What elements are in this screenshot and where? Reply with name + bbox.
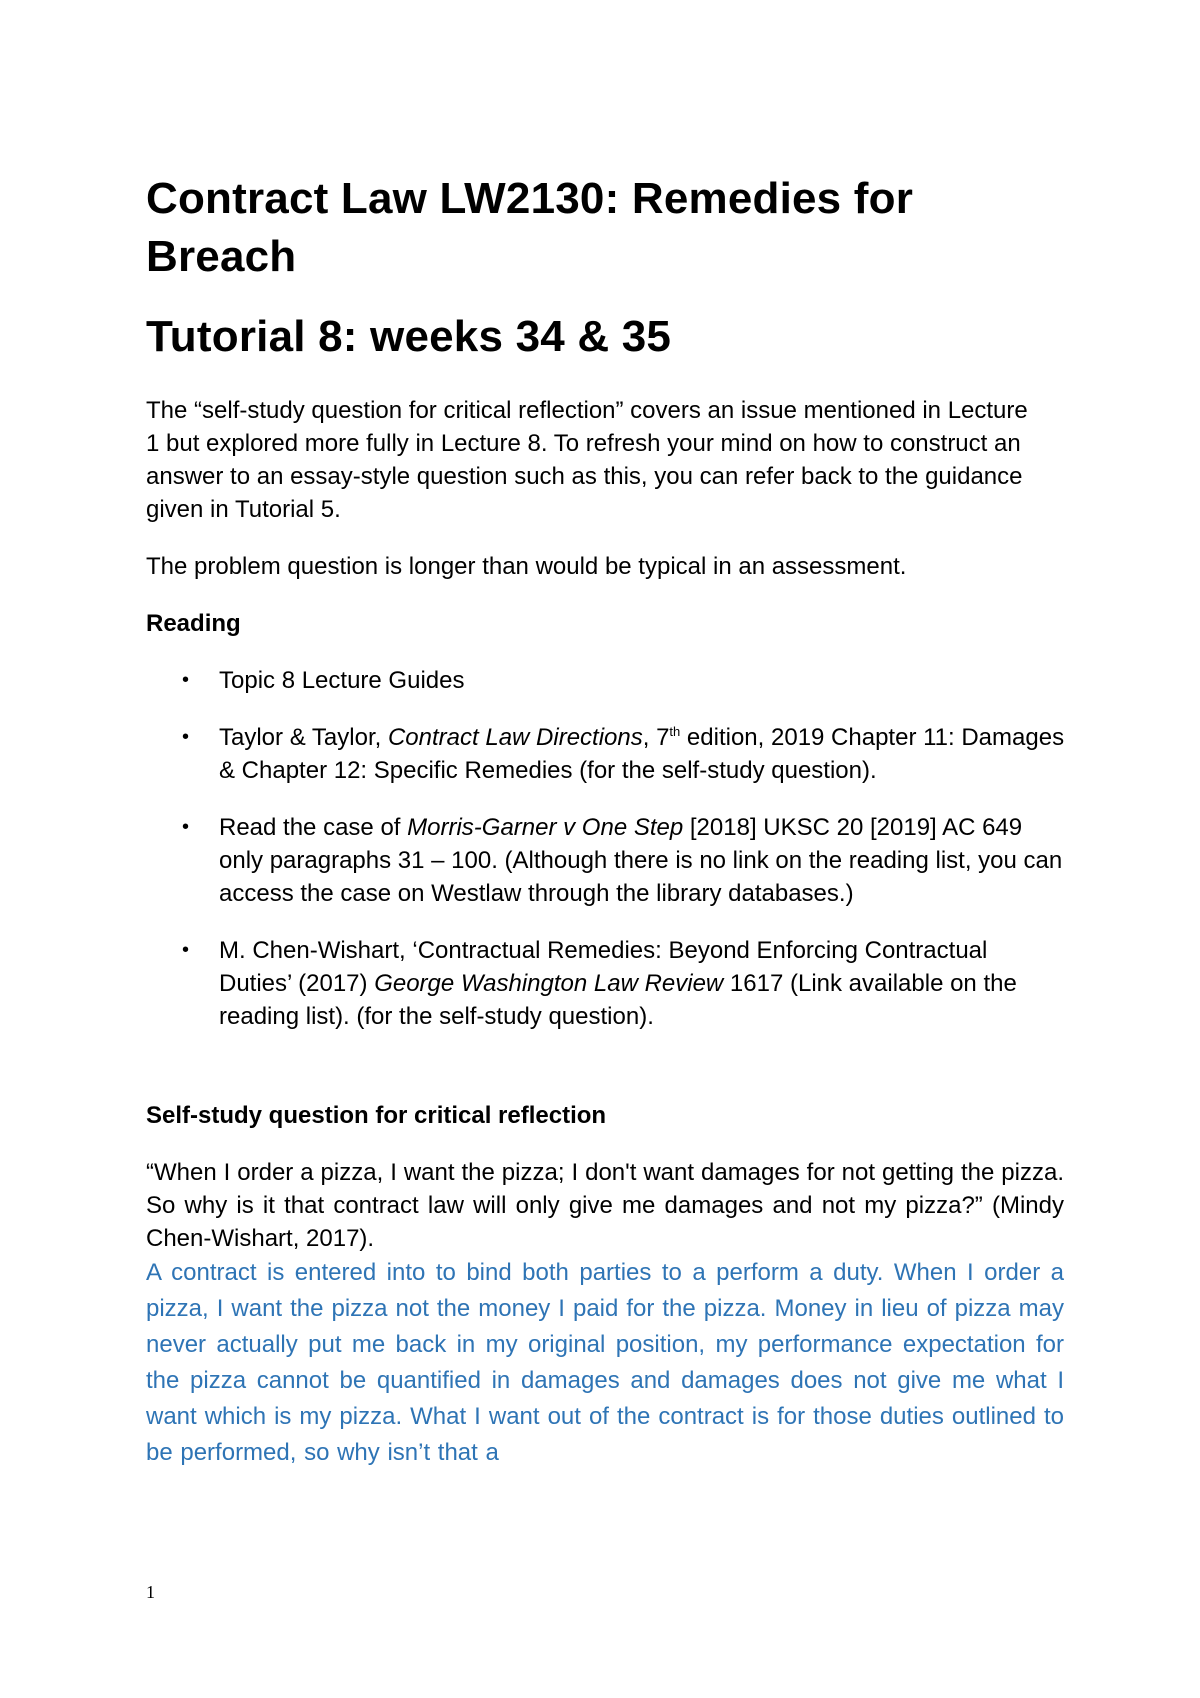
reading-item-text: Topic 8 Lecture Guides (219, 667, 465, 694)
journal-title: George Washington Law Review (374, 970, 724, 997)
problem-note-paragraph: The problem question is longer than would be typical in an assessment. (146, 553, 907, 580)
bullet-icon: • (182, 939, 190, 961)
reading-item (146, 811, 1066, 910)
pizza-quote: “When I order a pizza, I want the pizza; I don't want damages for not getting the pizza. So why is it that contract law will only give me damages and not my pizza?” (Mindy Chen-Wishart, 2017). (146, 1159, 1064, 1252)
page-content (146, 170, 1066, 1471)
reading-heading: Reading (146, 610, 241, 637)
page-number: 1 (146, 1582, 155, 1602)
reading-list (146, 664, 1066, 1033)
reading-item-text: Taylor & Taylor, (219, 724, 388, 751)
reading-item (146, 934, 1066, 1033)
reading-item-text: 1617 (Link available on the reading list). (for the self-study question). (219, 970, 1017, 1030)
bullet-icon: • (182, 816, 190, 838)
bullet-icon: • (182, 669, 190, 691)
case-name: Morris-Garner v One Step (407, 814, 684, 841)
reading-item-text: , 7 (642, 724, 670, 751)
tutorial-title: Tutorial 8: weeks 34 & 35 (146, 312, 672, 361)
bullet-icon: • (182, 726, 190, 748)
reading-item-text: Read the case of (219, 814, 408, 841)
intro-paragraph: The “self-study question for critical reflection” covers an issue mentioned in Lecture 1 but explored more fully in Lecture 8. To refresh your mind on how to construct an answer to an essay-style question such as this, you can refer back to the guidance given in Tutorial 5. (146, 397, 1028, 523)
reading-item-text: [2018] UKSC 20 [2019] AC 649 only paragraphs 31 – 100. (Although there is no link on the reading list, you can access the case on Westlaw through the library databases.) (219, 814, 1063, 907)
page-title: Contract Law LW2130: Remedies for Breach (146, 174, 914, 281)
reading-item (146, 664, 1066, 697)
reading-item (146, 721, 1066, 787)
self-study-heading: Self-study question for critical reflection (146, 1102, 607, 1129)
reading-item-text: edition, 2019 Chapter 11: Damages & Chapter 12: Specific Remedies (for the self-study question). (219, 724, 1065, 784)
reading-item-text: M. Chen-Wishart, ‘Contractual Remedies: Beyond Enforcing Contractual Duties’ (2017) (219, 937, 988, 997)
ordinal-suffix: th (669, 724, 681, 739)
answer-paragraph: A contract is entered into to bind both parties to a perform a duty. When I order a pizza, I want the pizza not the money I paid for the pizza. Money in lieu of pizza may never actually put me back in my original position, my performance expectation for the pizza cannot be quantified in damages and damages does not give me what I want which is my pizza. What I want out of the contract is for those duties outlined to be performed, so why isn’t that a (146, 1259, 1064, 1466)
book-title: Contract Law Directions (387, 724, 643, 751)
